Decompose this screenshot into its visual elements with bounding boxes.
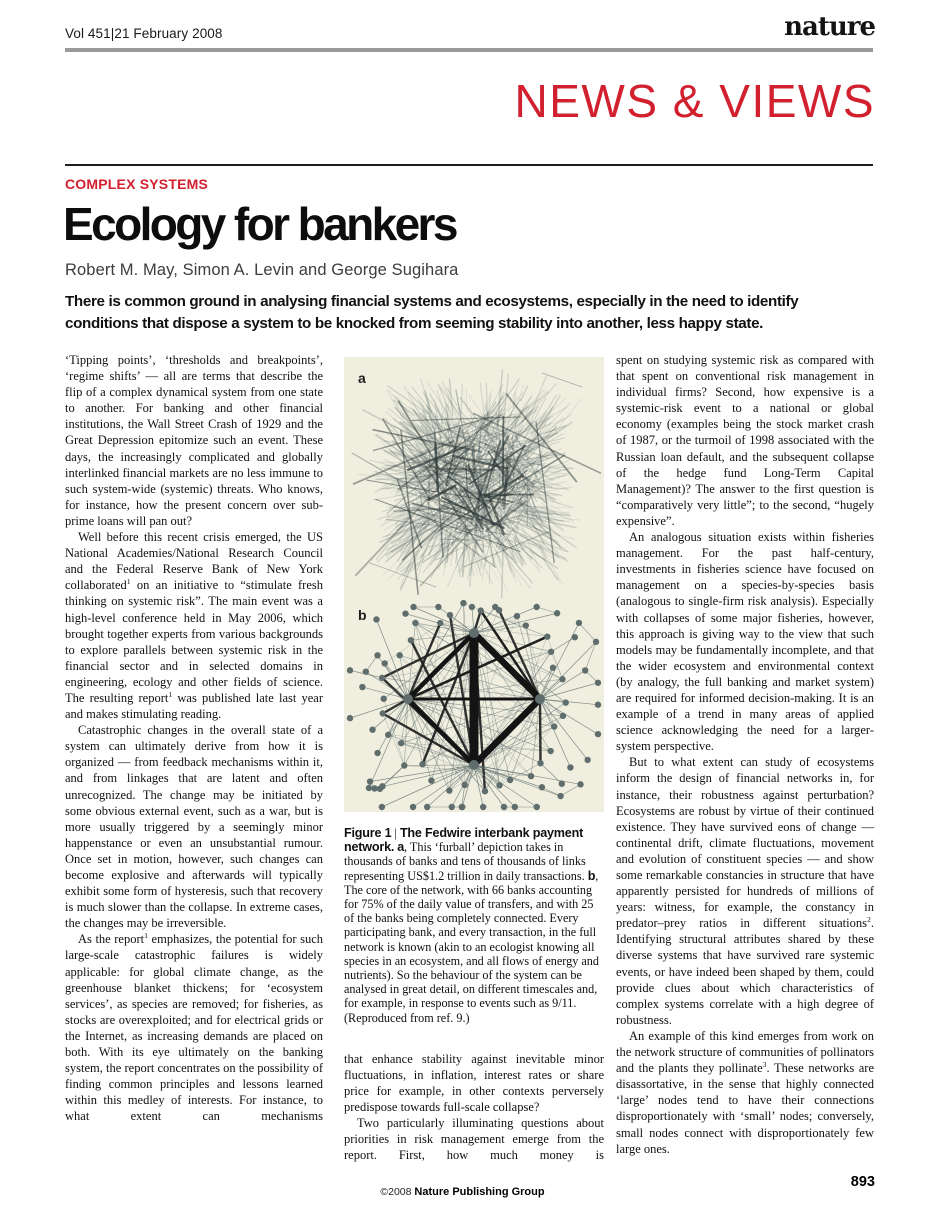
paragraph: Well before this recent crisis emerged, the US National Academies/National Research Council and the Federal Reserve Bank of New York collaborated$^1$ on an initiative to “stimulate fresh thinking on systemic risk”. The main event was a high-level conference held in May 2006, which brought together experts from various backgrounds to explore parallels between systemic risk in the financial sector and in selected domains in engineering, ecology and other fields of science. The resulting report$^1$ was published late last year and makes stimulating reading. [65, 530, 323, 722]
paragraph: An analogous situation exists within fisheries management. For the past half-century, investments in fisheries science have focused on management on a species-by-species basis (analogous to single-firm risk analysis). Especially with collapses of some major fisheries, however, this approach is giving way to the view that such models may be fundamentally incomplete, and that the wider ecosystem and environmental context (by analogy, the full banking and market system) are required for informed decision-making. It is an example of a trend in many areas of applied science acknowledging the need for a larger-system perspective. [616, 530, 874, 754]
paragraph: that enhance stability against inevitable minor fluctuations, in inflation, interest rates or share price for example, in other contexts perversely predispose towards full-scale collapse? [344, 1051, 604, 1115]
column-left [65, 352, 323, 1125]
copyright-line [0, 1186, 925, 1198]
core-network-panel [347, 600, 601, 810]
figure-caption: Figure 1 | The Fedwire interbank payment network. a, This ‘furball’ depiction takes in thousands of banks and tens of thousands of links representing US$1.2 trillion in daily transactions. b, The core of the network, with 66 banks accounting for 75% of the daily value of transfers, and with 25 of the banks being completely connected. Every participating bank, and every transaction, in the full network is known (akin to an ecologist knowing all species in an ecosystem, and all flows of energy and nutrients). So the behaviour of the system can be analysed in great detail, on different timescales and, for example, in response to events such as 9/11. (Reproduced from ref. 9.) [344, 826, 599, 1025]
paragraph: An example of this kind emerges from work on the network structure of communities of pollinators and the plants they pollinate$^3$. These networks are disassortative, in the sense that highly connected ‘large’ nodes tend to have their connections disproportionately with ‘small’ nodes; conversely, small nodes connect with disproportionately few large ones. [616, 1028, 874, 1156]
section-banner: NEWS & VIEWS [514, 75, 875, 127]
article-authors: Robert M. May, Simon A. Levin and George Sugihara [65, 261, 459, 279]
standfirst-line-2: conditions that dispose a system to be knocked from seeming stability into another, less happy state. [65, 315, 764, 332]
panel-b-label: b [358, 607, 367, 623]
header-rule [65, 48, 873, 52]
fedwire-network-figure [344, 357, 604, 812]
column-middle [344, 352, 604, 1164]
copyright-year: ©2008 [380, 1186, 412, 1198]
article-kicker: COMPLEX SYSTEMS [65, 176, 209, 192]
publisher-name: Nature Publishing Group [414, 1186, 545, 1198]
paragraph: ‘Tipping points’, ‘thresholds and breakpoints’, ‘regime shifts’ — all are terms that describe the flip of a complex dynamical system from one state to another. For banking and other financial institutions, the Wall Street Crash of 1929 and the Great Depression epitomize such an event. These days, the increasingly complicated and globally interlinked financial markets are no less immune to such system-wide (systemic) threats. Who knows, for instance, how the present concern over sub-prime loans will pan out? [65, 353, 323, 528]
paragraph: As the report$^1$ emphasizes, the potential for such large-scale catastrophic failures is widely applicable: for global climate change, as the greenhouse blanket thickens; for ‘ecosystem services’, as species are removed; for fisheries, as stocks are overexploited; and for electrical grids or the Internet, as increasing demands are placed on both. With its eye ultimately on the banking system, the report concentrates on the possibility of finding common principles and lessons learned within this medley of interests. For instance, to what extent can mechanisms [65, 931, 323, 1124]
paragraph: Two particularly illuminating questions about priorities in risk management emerge from the report. First, how much money is [344, 1116, 604, 1163]
paragraph: But to what extent can study of ecosystems inform the design of financial networks in, for instance, their robustness against perturbation? Ecosystems are robust by virtue of their continued existence. They have survived eons of change — continental drift, climate fluctuations, movement and evolution of constituent species — and show some remarkable constancies in structure that have apparently persisted for hundreds of millions of years: witness, for example, the constancy in predator–prey ratios in different situations$^2$. Identifying structural attributes shared by these diverse systems that have survived rare systemic events, or have indeed been shaped by them, could provide clues about which characteristics of complex systems correlate with a high degree of robustness. [616, 755, 874, 1027]
column-right [616, 352, 874, 1157]
article-title: Ecology for bankers [63, 198, 456, 250]
page-number: 893 [850, 1174, 875, 1190]
paragraph: Catastrophic changes in the overall state of a system can ultimately derive from how it is organized — from feedback mechanisms within it, and from linkages that are latent and often unrecognized. The change may be initiated by some obvious external event, such as a war, but is more usually triggered by a seemingly minor happenstance or even an unsubstantial rumour. Once set in motion, however, such changes can become explosive and afterwards will typically exhibit some form of hysteresis, such that recovery is much slower than the collapse. In extreme cases, the changes may be irreversible. [65, 723, 323, 931]
article-standfirst [65, 291, 877, 335]
panel-a-label: a [358, 370, 366, 386]
figure-1 [344, 357, 604, 812]
volume-date: Vol 451|21 February 2008 [65, 26, 223, 41]
nature-logo: nature [784, 12, 875, 42]
furball-network-panel [352, 370, 600, 598]
standfirst-line-1: There is common ground in analysing financial systems and ecosystems, especially in the need to identify [65, 293, 799, 310]
paragraph: spent on studying systemic risk as compared with that spent on conventional risk management in individual firms? Second, how expensive is a systemic-risk event to a national or global economy (examples being the stock market crash of 1987, or the turmoil of 1998 associated with the Russian loan default, and the subsequent collapse of the hedge fund Long-Term Capital Management)? The answer to the first question is “comparatively very little”; to the second, “hugely expensive”. [616, 353, 874, 528]
article-rule [65, 164, 873, 166]
